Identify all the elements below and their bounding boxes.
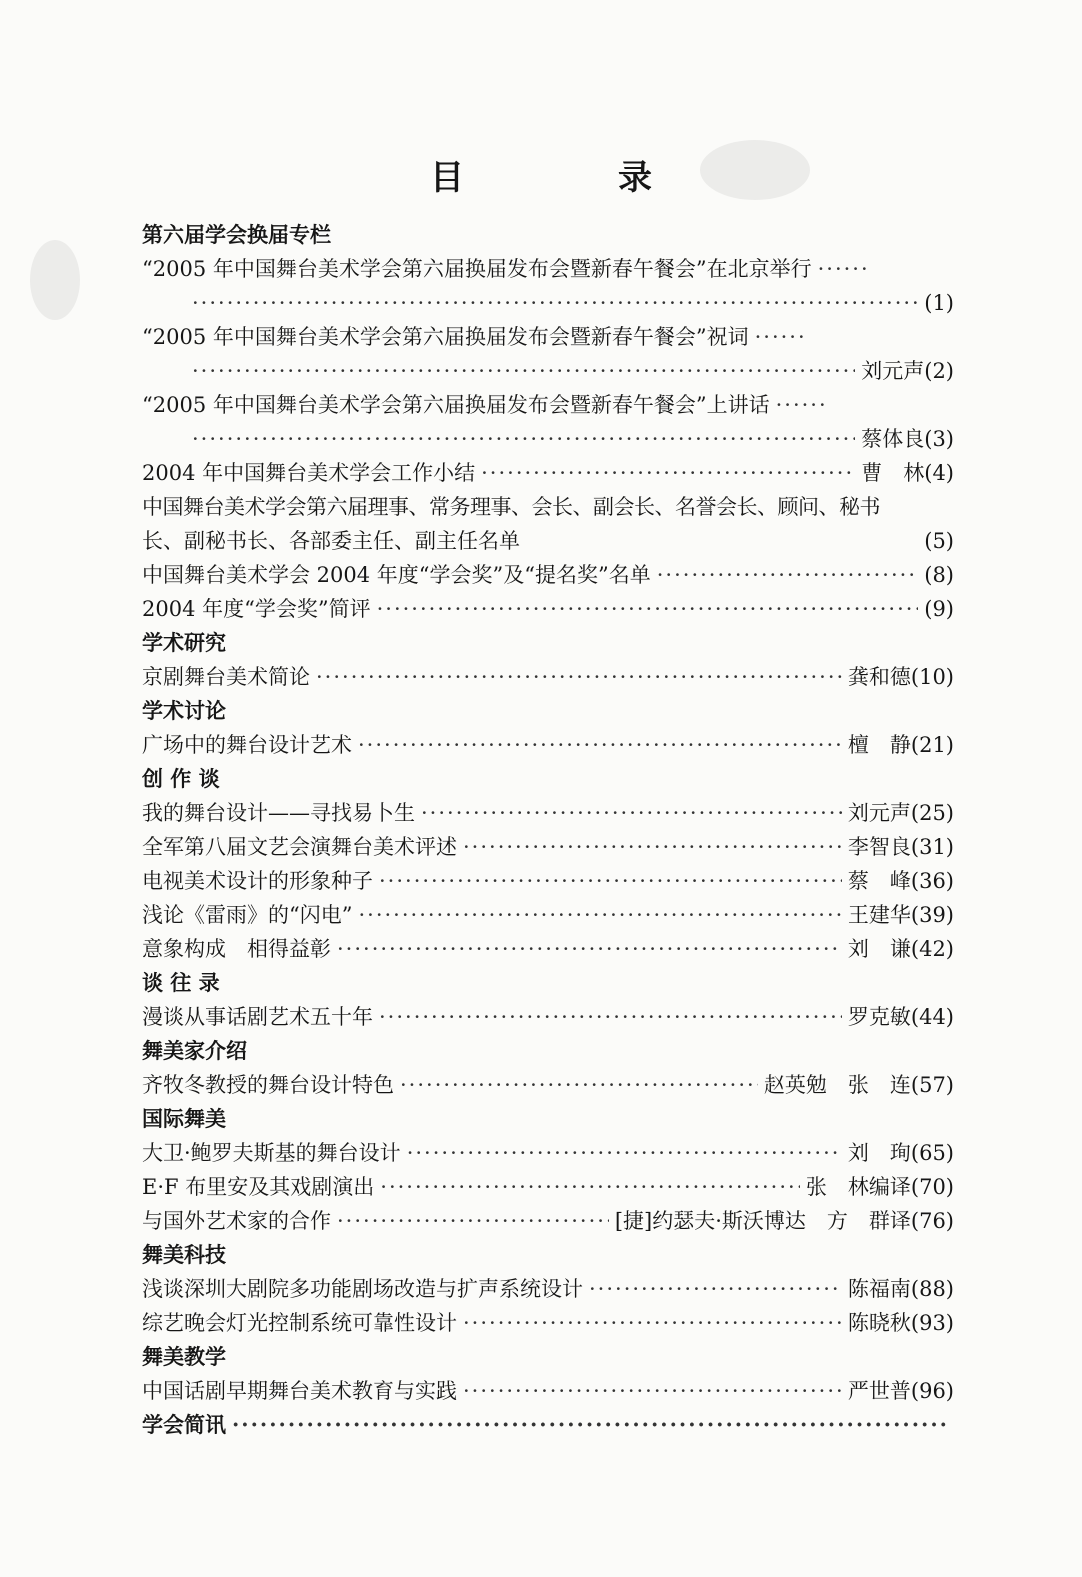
entry-author: 王建华 xyxy=(847,903,911,927)
entry-title: 全军第八届文艺会演舞台美术评述 xyxy=(142,835,457,859)
dot-leader xyxy=(657,558,919,592)
section-heading: 学术讨论 xyxy=(142,699,226,723)
entry-author: 蔡体良 xyxy=(861,427,925,451)
dot-leader xyxy=(337,1204,609,1238)
section-heading: 第六届学会换届专栏 xyxy=(142,223,331,247)
dot-leader xyxy=(380,1170,800,1204)
entry-title: 与国外艺术家的合作 xyxy=(142,1209,331,1233)
entry-page: (8) xyxy=(924,563,954,587)
section-heading: 舞美科技 xyxy=(142,1243,226,1267)
entry-author: 刘 谦 xyxy=(847,937,911,961)
toc-entry[interactable] xyxy=(142,1374,954,1408)
dot-leader xyxy=(818,252,868,286)
section-heading xyxy=(142,1408,954,1442)
entry-title: “2005 年中国舞台美术学会第六届换届发布会暨新春午餐会”上讲话 xyxy=(142,393,770,417)
entry-title: “2005 年中国舞台美术学会第六届换届发布会暨新春午餐会”祝词 xyxy=(142,325,749,349)
entry-title: 京剧舞台美术简论 xyxy=(142,665,310,689)
entry-title: “2005 年中国舞台美术学会第六届换届发布会暨新春午餐会”在北京举行 xyxy=(142,257,812,281)
toc-entry[interactable] xyxy=(142,388,954,422)
toc-entry[interactable] xyxy=(142,932,954,966)
toc-entry[interactable] xyxy=(142,1272,954,1306)
entry-page: (31) xyxy=(910,835,954,859)
dot-leader xyxy=(377,592,919,626)
toc-entry[interactable] xyxy=(142,558,954,592)
entry-page: (36) xyxy=(910,869,954,893)
entry-title: 电视美术设计的形象种子 xyxy=(142,869,373,893)
entry-title: 广场中的舞台设计艺术 xyxy=(142,733,352,757)
entry-title: 齐牧冬教授的舞台设计特色 xyxy=(142,1073,394,1097)
dot-leader xyxy=(232,1408,948,1442)
section-heading: 国际舞美 xyxy=(142,1107,226,1131)
dot-leader xyxy=(463,1374,842,1408)
dot-leader xyxy=(379,1000,842,1034)
entry-page: (57) xyxy=(910,1073,954,1097)
entry-title: 浅谈深圳大剧院多功能剧场改造与扩声系统设计 xyxy=(142,1277,583,1301)
dot-leader xyxy=(400,1068,758,1102)
entry-page: (25) xyxy=(910,801,954,825)
entry-title: 2004 年度“学会奖”简评 xyxy=(142,597,371,621)
dot-leader xyxy=(316,660,842,694)
entry-title: 中国舞台美术学会第六届理事、常务理事、会长、副会长、名誉会长、顾问、秘书 xyxy=(142,495,880,519)
toc-entry[interactable] xyxy=(142,592,954,626)
toc-entry-continuation xyxy=(142,524,954,558)
dot-leader xyxy=(776,388,826,422)
dot-leader xyxy=(481,456,855,490)
entry-author: 蔡 峰 xyxy=(847,869,911,893)
entry-author: 陈福南 xyxy=(847,1277,911,1301)
dot-leader xyxy=(463,830,842,864)
entry-author: 罗克敏 xyxy=(847,1005,911,1029)
page-title: 目 录 xyxy=(430,158,712,198)
dot-leader xyxy=(407,1136,842,1170)
dot-leader xyxy=(589,1272,842,1306)
entry-author: 曹 林 xyxy=(861,461,925,485)
dot-leader xyxy=(358,728,842,762)
entry-page: (9) xyxy=(924,597,954,621)
entry-page: (4) xyxy=(924,461,954,485)
table-of-contents xyxy=(142,218,954,1442)
entry-page: (93) xyxy=(910,1311,954,1335)
toc-entry[interactable] xyxy=(142,320,954,354)
entry-author: 赵英勉 张 连 xyxy=(763,1073,911,1097)
entry-page: (5) xyxy=(924,529,954,553)
entry-title: 中国话剧早期舞台美术教育与实践 xyxy=(142,1379,457,1403)
toc-entry[interactable] xyxy=(142,864,954,898)
toc-entry-continuation xyxy=(142,354,954,388)
entry-author: 严世普 xyxy=(847,1379,911,1403)
entry-page: (88) xyxy=(910,1277,954,1301)
entry-page: (3) xyxy=(924,427,954,451)
entry-page: (44) xyxy=(910,1005,954,1029)
dot-leader xyxy=(192,354,855,388)
toc-entry[interactable] xyxy=(142,1204,954,1238)
entry-title: 中国舞台美术学会 2004 年度“学会奖”及“提名奖”名单 xyxy=(142,563,651,587)
dot-leader xyxy=(358,898,841,932)
section-heading: 谈 往 录 xyxy=(142,971,220,995)
toc-entry[interactable] xyxy=(142,1170,954,1204)
toc-entry-continuation xyxy=(142,422,954,456)
entry-page: (76) xyxy=(910,1209,954,1233)
entry-title: 意象构成 相得益彰 xyxy=(142,937,331,961)
entry-title: 大卫·鲍罗夫斯基的舞台设计 xyxy=(142,1141,401,1165)
section-heading: 学术研究 xyxy=(142,631,226,655)
entry-title: E·F 布里安及其戏剧演出 xyxy=(142,1175,375,1199)
toc-entry[interactable] xyxy=(142,796,954,830)
toc-entry[interactable] xyxy=(142,456,954,490)
toc-entry[interactable] xyxy=(142,1068,954,1102)
entry-author: 刘 珣 xyxy=(847,1141,911,1165)
entry-page: (21) xyxy=(910,733,954,757)
page-stain xyxy=(30,240,80,320)
toc-entry[interactable] xyxy=(142,898,954,932)
toc-entry[interactable] xyxy=(142,728,954,762)
dot-leader xyxy=(755,320,805,354)
entry-author: 刘元声 xyxy=(847,801,911,825)
dot-leader xyxy=(421,796,842,830)
entry-author: 张 林编译 xyxy=(805,1175,911,1199)
entry-page: (1) xyxy=(924,291,954,315)
entry-title: 2004 年中国舞台美术学会工作小结 xyxy=(142,461,476,485)
toc-entry[interactable] xyxy=(142,830,954,864)
entry-page: (39) xyxy=(910,903,954,927)
section-heading-label: 学会简讯 xyxy=(142,1413,226,1437)
entry-author: 李智良 xyxy=(847,835,911,859)
entry-page: (2) xyxy=(924,359,954,383)
dot-leader xyxy=(379,864,842,898)
entry-page: (10) xyxy=(910,665,954,689)
entry-author: 刘元声 xyxy=(861,359,925,383)
toc-entry[interactable] xyxy=(142,660,954,694)
section-heading: 舞美教学 xyxy=(142,1345,226,1369)
entry-page: (70) xyxy=(910,1175,954,1199)
entry-author: 陈晓秋 xyxy=(847,1311,911,1335)
dot-leader xyxy=(463,1306,842,1340)
entry-page: (96) xyxy=(910,1379,954,1403)
dot-leader xyxy=(337,932,842,966)
section-heading: 创 作 谈 xyxy=(142,767,220,791)
toc-entry[interactable] xyxy=(142,1000,954,1034)
dot-leader xyxy=(192,286,918,320)
entry-title: 浅论《雷雨》的“闪电” xyxy=(142,903,353,927)
entry-title-line2: 长、副秘书长、各部委主任、副主任名单 xyxy=(142,529,520,553)
entry-author: [捷]约瑟夫·斯沃博达 方 群译 xyxy=(614,1209,911,1233)
entry-page: (65) xyxy=(910,1141,954,1165)
entry-title: 漫谈从事话剧艺术五十年 xyxy=(142,1005,373,1029)
dot-leader xyxy=(192,422,855,456)
entry-author: 檀 静 xyxy=(847,733,911,757)
toc-entry[interactable] xyxy=(142,1306,954,1340)
entry-title: 我的舞台设计——寻找易卜生 xyxy=(142,801,415,825)
toc-entry[interactable] xyxy=(142,1136,954,1170)
toc-entry[interactable] xyxy=(142,252,954,286)
section-heading: 舞美家介绍 xyxy=(142,1039,247,1063)
entry-title: 综艺晚会灯光控制系统可靠性设计 xyxy=(142,1311,457,1335)
toc-entry-continuation xyxy=(142,286,954,320)
entry-author: 龚和德 xyxy=(847,665,911,689)
entry-page: (42) xyxy=(910,937,954,961)
toc-entry[interactable] xyxy=(142,490,954,524)
